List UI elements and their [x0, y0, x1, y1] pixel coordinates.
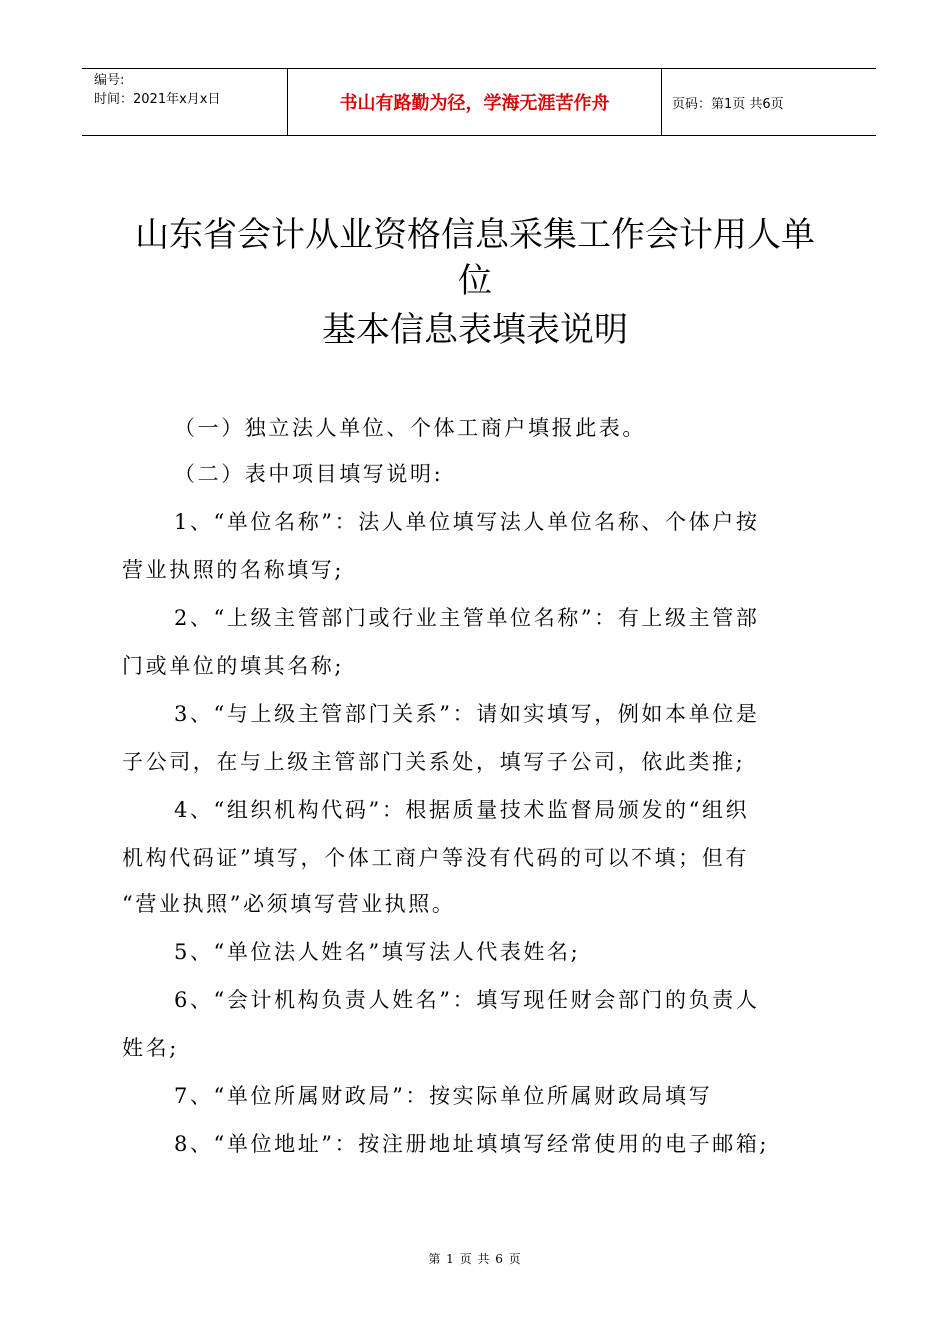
- item-6-line-1: 6、“会计机构负责人姓名”：填写现任财会部门的负责人: [174, 988, 760, 1012]
- page-footer: 第 1 页 共 6 页: [428, 1252, 522, 1266]
- item-5: 5、“单位法人姓名”填写法人代表姓名;: [174, 940, 581, 964]
- number-label: 编号:: [94, 73, 125, 88]
- item-6-line-2: 姓名;: [122, 1036, 179, 1060]
- header-motto: 书山有路勤为径，学海无涯苦作舟: [288, 69, 662, 135]
- document-title-line-3: 基本信息表填表说明: [322, 310, 628, 350]
- header-page-info: 页码：第1页 共6页: [672, 96, 784, 112]
- item-1-line-2: 营业执照的名称填写;: [122, 558, 345, 582]
- paragraph-2: （二）表中项目填写说明:: [174, 462, 444, 486]
- item-7: 7、“单位所属财政局”：按实际单位所属财政局填写: [174, 1084, 713, 1108]
- item-8: 8、“单位地址”：按注册地址填填写经常使用的电子邮箱;: [174, 1132, 770, 1156]
- time-label: 时间：2021年x月x日: [94, 92, 221, 107]
- item-2-line-1: 2、“上级主管部门或行业主管单位名称”：有上级主管部: [174, 606, 760, 630]
- item-3-line-1: 3、“与上级主管部门关系”：请如实填写，例如本单位是: [174, 702, 760, 726]
- page-header: [82, 68, 876, 136]
- document-title-line-2: 位: [458, 261, 492, 301]
- item-4-line-3: “营业执照”必须填写营业执照。: [122, 892, 456, 916]
- document-title-line-1: 山东省会计从业资格信息采集工作会计用人单: [135, 215, 815, 255]
- header-meta: [82, 69, 288, 135]
- item-1-line-1: 1、“单位名称”：法人单位填写法人单位名称、个体户按: [174, 510, 760, 534]
- paragraph-1: （一）独立法人单位、个体工商户填报此表。: [174, 416, 646, 440]
- item-4-line-2: 机构代码证”填写，个体工商户等没有代码的可以不填；但有: [122, 846, 749, 870]
- item-3-line-2: 子公司，在与上级主管部门关系处，填写子公司，依此类推;: [122, 750, 746, 774]
- item-2-line-2: 门或单位的填其名称;: [122, 654, 345, 678]
- item-4-line-1: 4、“组织机构代码”：根据质量技术监督局颁发的“组织: [174, 798, 750, 822]
